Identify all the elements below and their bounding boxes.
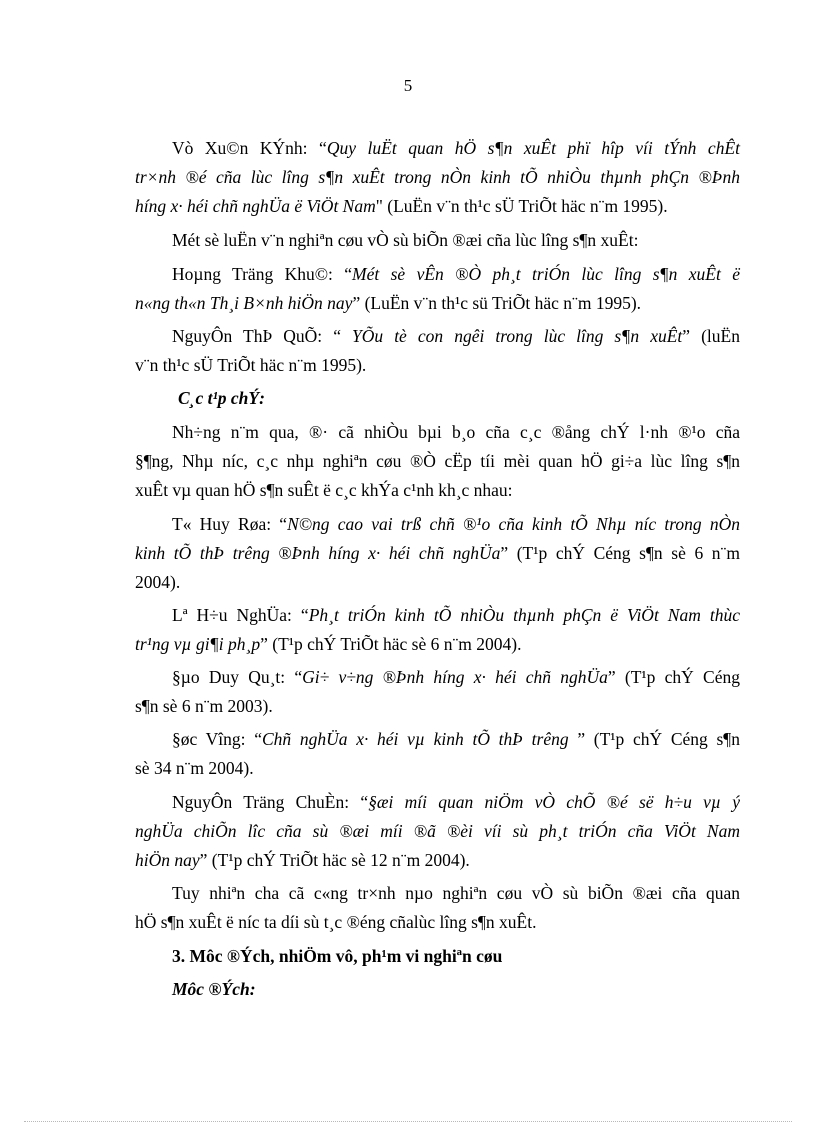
text-line: Lª H÷u NghÜa: “Ph¸t triÓn kinh tÕ nhiÒu thµnh phÇn ë ViÖt Nam thùc bbox=[172, 605, 740, 625]
text-line: NguyÔn ThÞ QuÕ: “ YÕu tè con ngêi trong lùc lîng s¶n xuÊt” (luËn bbox=[172, 326, 740, 346]
section-heading: Môc ®Ých: bbox=[172, 979, 256, 999]
text-line: 2004). bbox=[135, 572, 181, 592]
section-heading: C¸c t¹p chÝ: bbox=[178, 388, 265, 408]
text-line: Vò Xu©n KÝnh: “Quy luËt quan hÖ s¶n xuÊt phï hîp víi tÝnh chÊt bbox=[172, 138, 740, 158]
text-line: hÖ s¶n xuÊt ë níc ta díi sù t¸c ®éng cñalùc lîng s¶n xuÊt. bbox=[135, 912, 537, 932]
text-line: s¶n sè 6 n¨m 2003). bbox=[135, 696, 273, 716]
text-line: kinh tÕ thÞ trêng ®Þnh híng x· héi chñ nghÜa” (T¹p chÝ Céng s¶n sè 6 n¨m bbox=[135, 543, 740, 563]
text-line: xuÊt vµ quan hÖ s¶n suÊt ë c¸c khÝa c¹nh kh¸c nhau: bbox=[135, 480, 513, 500]
text-line: hiÖn nay” (T¹p chÝ TriÕt häc sè 12 n¨m 2004). bbox=[135, 850, 470, 870]
text-line: §øc Vîng: “Chñ nghÜa x· héi vµ kinh tÕ thÞ trêng ” (T¹p chÝ Céng s¶n bbox=[172, 729, 740, 749]
text-line: Tuy nhiªn cha cã c«ng tr×nh nµo nghiªn cøu vÒ sù biÕn ®æi cña quan bbox=[172, 883, 740, 903]
text-line: sè 34 n¨m 2004). bbox=[135, 758, 254, 778]
text-line: v¨n th¹c sÜ TriÕt häc n¨m 1995). bbox=[135, 355, 367, 375]
text-line: nghÜa chiÕn lîc cña sù ®æi míi ®ã ®èi víi sù ph¸t triÓn cña ViÖt Nam bbox=[135, 821, 740, 841]
text-line: híng x· héi chñ nghÜa ë ViÖt Nam" (LuËn v¨n th¹c sÜ TriÕt häc n¨m 1995). bbox=[135, 196, 668, 216]
text-line: T« Huy Røa: “N©ng cao vai trß chñ ®¹o cña kinh tÕ Nhµ níc trong nÒn bbox=[172, 514, 740, 534]
text-line: Mét sè luËn v¨n nghiªn cøu vÒ sù biÕn ®æi cña lùc lîng s¶n xuÊt: bbox=[172, 230, 639, 250]
text-line: Nh÷ng n¨m qua, ®· cã nhiÒu bµi b¸o cña c¸c ®ång chÝ l·nh ®¹o cña bbox=[172, 422, 740, 442]
text-line: NguyÔn Träng ChuÈn: “§æi míi quan niÖm vÒ chÕ ®é së h÷u vµ ý bbox=[172, 792, 740, 812]
text-line: tr×nh ®é cña lùc lîng s¶n xuÊt trong nÒn kinh tÕ nhiÒu thµnh phÇn ®Þnh bbox=[135, 167, 740, 187]
page-bottom-rule bbox=[24, 1121, 792, 1122]
page-number: 5 bbox=[403, 76, 413, 95]
section-heading: 3. Môc ®Ých, nhiÖm vô, ph¹m vi nghiªn cøu bbox=[172, 946, 503, 966]
text-line: §µo Duy Qu¸t: “Gi÷ v÷ng ®Þnh híng x· héi chñ nghÜa” (T¹p chÝ Céng bbox=[172, 667, 740, 687]
text-line: Hoµng Träng Khu©: “Mét sè vÊn ®Ò ph¸t triÓn lùc lîng s¶n xuÊt ë bbox=[172, 264, 740, 284]
text-line: n«ng th«n Th¸i B×nh hiÖn nay” (LuËn v¨n th¹c sü TriÕt häc n¨m 1995). bbox=[135, 293, 642, 313]
text-line: tr¹ng vµ gi¶i ph¸p” (T¹p chÝ TriÕt häc sè 6 n¨m 2004). bbox=[135, 634, 522, 654]
text-line: §¶ng, Nhµ níc, c¸c nhµ nghiªn cøu ®Ò cËp tíi mèi quan hÖ gi÷a lùc lîng s¶n bbox=[135, 451, 740, 471]
